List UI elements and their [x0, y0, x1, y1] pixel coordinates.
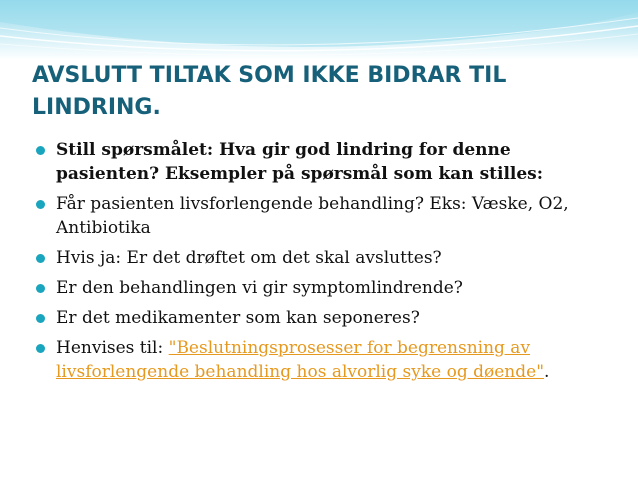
- bullet-dot-icon: [36, 314, 45, 323]
- bullet-item: [34, 192, 614, 240]
- reference-link[interactable]: "Beslutningsprosesser for begrensning av livsforlengende behandling hos alvorlig syke og døende": [56, 338, 545, 382]
- bullet-dot-icon: [36, 146, 45, 155]
- bullet-dot-icon: [36, 344, 45, 353]
- bullet-dot-icon: [36, 200, 45, 209]
- bullet-text: Er den behandlingen vi gir symptomlindrende?: [56, 278, 463, 298]
- bullet-text: Får pasienten livsforlengende behandling? Eks: Væske, O2, Antibiotika: [56, 194, 569, 238]
- reference-suffix: .: [544, 362, 550, 382]
- decorative-header-band: [0, 0, 638, 60]
- bullet-dot-icon: [36, 284, 45, 293]
- bullet-item: [34, 276, 614, 300]
- bullet-text: Hvis ja: Er det drøftet om det skal avsluttes?: [56, 248, 442, 268]
- bullet-text: Er det medikamenter som kan seponeres?: [56, 308, 420, 328]
- bullet-item-reference: [34, 336, 614, 384]
- bullet-item: [34, 306, 614, 330]
- bullet-item: [34, 246, 614, 270]
- bullet-list: [34, 138, 614, 390]
- bullet-dot-icon: [36, 254, 45, 263]
- reference-prefix: Henvises til:: [56, 338, 169, 358]
- bullet-item: [34, 138, 614, 186]
- bullet-text: Still spørsmålet: Hva gir god lindring for denne pasienten? Eksempler på spørsmål som kan stilles:: [56, 140, 544, 184]
- slide-title: AVSLUTT TILTAK SOM IKKE BIDRAR TIL LINDRING.: [32, 63, 507, 120]
